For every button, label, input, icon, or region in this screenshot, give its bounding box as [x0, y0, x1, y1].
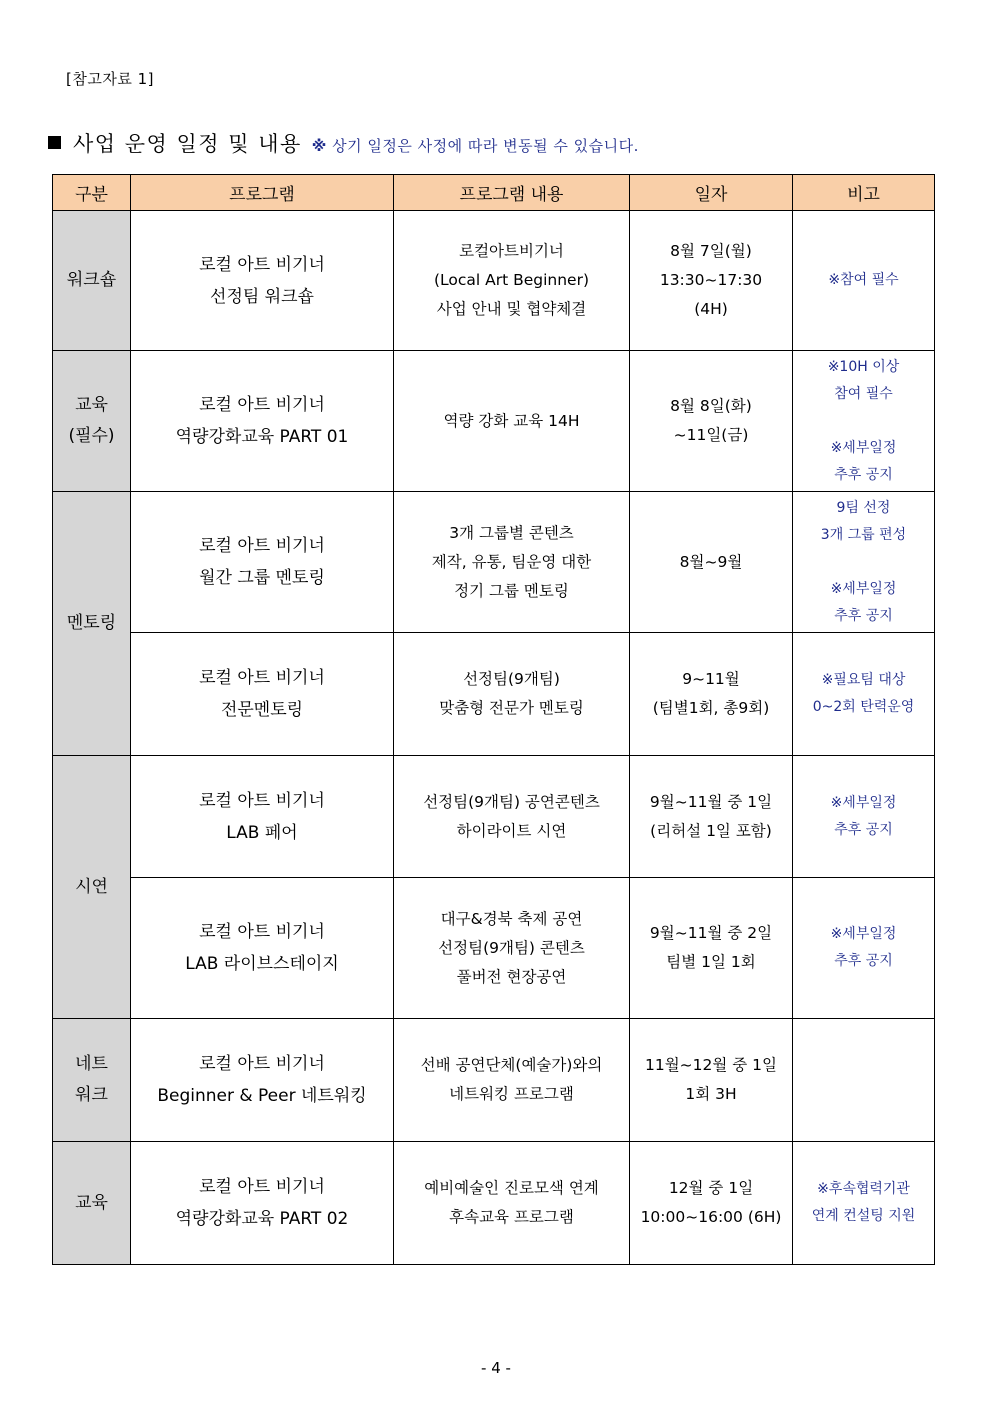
remark-cell	[793, 878, 935, 1019]
remark-cell	[793, 756, 935, 878]
cell-line: 추후 공지	[834, 953, 893, 969]
date-cell	[630, 878, 793, 1019]
category-label: 시연	[75, 876, 108, 897]
cell-line	[797, 549, 930, 576]
cell-line: 참여 필수	[834, 385, 893, 402]
cell-line: 11월~12월 중 1일	[644, 1056, 778, 1074]
table-row	[53, 1019, 935, 1142]
cell-line: 10:00~16:00 (6H)	[640, 1208, 782, 1226]
cell-line: 1회 3H	[685, 1085, 737, 1103]
table-row	[53, 1142, 935, 1265]
content-cell	[394, 633, 630, 756]
cell-line: 선정팀(9개팀) 콘텐츠	[438, 938, 585, 957]
category-cell	[53, 1142, 131, 1265]
program-cell	[131, 211, 394, 351]
cell-line: 예비예술인 진로모색 연계	[424, 1179, 599, 1197]
schedule-note	[312, 137, 639, 155]
content-cell	[394, 1019, 630, 1142]
category-label: 교육	[75, 1192, 108, 1213]
cell-line: 추후 공지	[834, 466, 893, 483]
section-title: 사업 운영 일정 및 내용	[73, 132, 302, 156]
category-cell	[53, 211, 131, 351]
cell-line: 선정팀 워크숍	[210, 286, 314, 307]
program-cell	[131, 878, 394, 1019]
schedule-table	[52, 174, 935, 1265]
date-cell	[630, 1019, 793, 1142]
cell-line: 역량 강화 교육 14H	[443, 411, 580, 430]
remark-cell	[793, 211, 935, 351]
cell-line: 8월~9월	[679, 552, 743, 571]
cell-line: (Local Art Beginner)	[433, 271, 590, 289]
cell-line: ※세부일정	[830, 580, 897, 597]
category-cell	[53, 492, 131, 756]
remark-cell	[793, 633, 935, 756]
cell-line: 로컬 아트 비기너	[199, 1177, 325, 1197]
category-cell	[53, 351, 131, 492]
program-cell	[131, 1019, 394, 1142]
cell-line: 월간 그룹 멘토링	[199, 568, 325, 588]
cell-line: 선배 공연단체(예술가)와의	[420, 1056, 603, 1074]
page-number: - 4 -	[481, 1359, 511, 1377]
cell-line: 하이라이트 시연	[456, 821, 567, 840]
date-cell	[630, 756, 793, 878]
content-cell	[394, 756, 630, 878]
cell-line: 후속교육 프로그램	[449, 1208, 574, 1226]
cell-line: 0~2회 탄력운영	[812, 699, 915, 715]
table-row	[53, 633, 935, 756]
cell-line: 맞춤형 전문가 멘토링	[439, 699, 584, 717]
cell-line: ※필요팀 대상	[821, 672, 906, 688]
cell-line: 추후 공지	[834, 607, 893, 624]
cell-line: 역량강화교육 PART 02	[175, 1209, 349, 1229]
program-cell	[131, 756, 394, 878]
content-cell	[394, 351, 630, 492]
date-cell	[630, 633, 793, 756]
cell-line: 연계 컨설팅 지원	[811, 1208, 916, 1224]
program-cell	[131, 351, 394, 492]
cell-line: 대구&경북 축제 공연	[440, 909, 583, 928]
cell-line: 로컬 아트 비기너	[199, 395, 325, 415]
reference-label: [참고자료 1]	[66, 70, 154, 88]
header-remark: 비고	[793, 175, 935, 211]
reference-mark-icon: ※	[311, 137, 327, 155]
cell-line: 사업 안내 및 협약체결	[436, 300, 587, 318]
cell-line	[797, 408, 930, 435]
cell-line: 제작, 유통, 팀운영 대한	[431, 552, 592, 571]
date-cell	[630, 211, 793, 351]
table-row	[53, 756, 935, 878]
cell-line: ※후속협력기관	[817, 1181, 910, 1197]
cell-line: 네트워킹 프로그램	[449, 1085, 574, 1103]
section-heading	[48, 128, 639, 158]
table-row	[53, 211, 935, 351]
content-cell	[394, 878, 630, 1019]
table-row	[53, 351, 935, 492]
cell-line: 8월 7일(월)	[670, 242, 752, 260]
square-bullet-icon	[48, 136, 61, 149]
cell-line: ~11일(금)	[673, 426, 749, 444]
header-content: 프로그램 내용	[394, 175, 630, 211]
cell-line: 9팀 선정	[836, 499, 891, 516]
cell-line: 전문멘토링	[220, 700, 304, 720]
cell-line: 역량강화교육 PART 01	[175, 427, 349, 447]
header-date: 일자	[630, 175, 793, 211]
cell-line: 9월~11월 중 1일	[649, 792, 773, 811]
cell-line: (팀별1회, 총9회)	[652, 699, 770, 717]
content-cell	[394, 492, 630, 633]
cell-line: Beginner & Peer 네트워킹	[157, 1086, 367, 1106]
program-cell	[131, 492, 394, 633]
cell-line: 8월 8일(화)	[670, 397, 752, 415]
cell-line: 로컬 아트 비기너	[199, 668, 325, 688]
cell-line: 로컬 아트 비기너	[199, 536, 325, 556]
cell-line: (4H)	[694, 300, 728, 318]
cell-line: 로컬 아트 비기너	[199, 922, 325, 942]
cell-line: ※참여 필수	[828, 272, 899, 288]
content-cell	[394, 1142, 630, 1265]
cell-line: 팀별 1일 1회	[666, 953, 756, 971]
table-header-row	[53, 175, 935, 211]
cell-line: 정기 그룹 멘토링	[454, 581, 569, 600]
category-label: 교육	[75, 395, 108, 415]
category-cell	[53, 756, 131, 1019]
cell-line: 로컬 아트 비기너	[199, 1054, 325, 1074]
cell-line: 선정팀(9개팀)	[463, 670, 560, 688]
category-label: 워크	[75, 1085, 108, 1105]
header-category: 구분	[53, 175, 131, 211]
category-label: 네트	[75, 1054, 108, 1074]
category-cell	[53, 1019, 131, 1142]
header-program: 프로그램	[131, 175, 394, 211]
category-label: (필수)	[68, 426, 115, 446]
cell-line: ※세부일정	[830, 794, 897, 811]
remark-cell	[793, 492, 935, 633]
cell-line: 9월~11월 중 2일	[649, 924, 773, 942]
cell-line: 로컬 아트 비기너	[199, 254, 325, 275]
cell-line: ※세부일정	[830, 439, 897, 456]
cell-line: 로컬아트비기너	[459, 242, 564, 260]
category-label: 멘토링	[66, 613, 117, 633]
cell-line: LAB 라이브스테이지	[185, 954, 339, 974]
date-cell	[630, 1142, 793, 1265]
cell-line: ※10H 이상	[827, 358, 900, 375]
remark-cell	[793, 351, 935, 492]
cell-line: 13:30~17:30	[659, 271, 763, 289]
cell-line: 12월 중 1일	[668, 1179, 754, 1197]
cell-line: LAB 페어	[226, 822, 298, 843]
cell-line: (리허설 1일 포함)	[650, 821, 772, 840]
cell-line: 로컬 아트 비기너	[199, 790, 325, 811]
cell-line: 3개 그룹 편성	[820, 526, 907, 543]
schedule-note-text: 상기 일정은 사정에 따라 변동될 수 있습니다.	[332, 137, 639, 155]
date-cell	[630, 492, 793, 633]
cell-line: ※세부일정	[830, 926, 897, 942]
program-cell	[131, 633, 394, 756]
cell-line: 추후 공지	[834, 821, 893, 838]
program-cell	[131, 1142, 394, 1265]
date-cell	[630, 351, 793, 492]
category-label: 워크숍	[66, 270, 117, 290]
content-cell	[394, 211, 630, 351]
remark-cell	[793, 1019, 935, 1142]
cell-line: 3개 그룹별 콘텐츠	[449, 523, 574, 542]
remark-cell	[793, 1142, 935, 1265]
table-row	[53, 492, 935, 633]
cell-line: 9~11월	[682, 670, 740, 688]
table-row	[53, 878, 935, 1019]
cell-line: 선정팀(9개팀) 공연콘텐츠	[423, 792, 600, 811]
cell-line: 풀버전 현장공연	[456, 967, 567, 986]
